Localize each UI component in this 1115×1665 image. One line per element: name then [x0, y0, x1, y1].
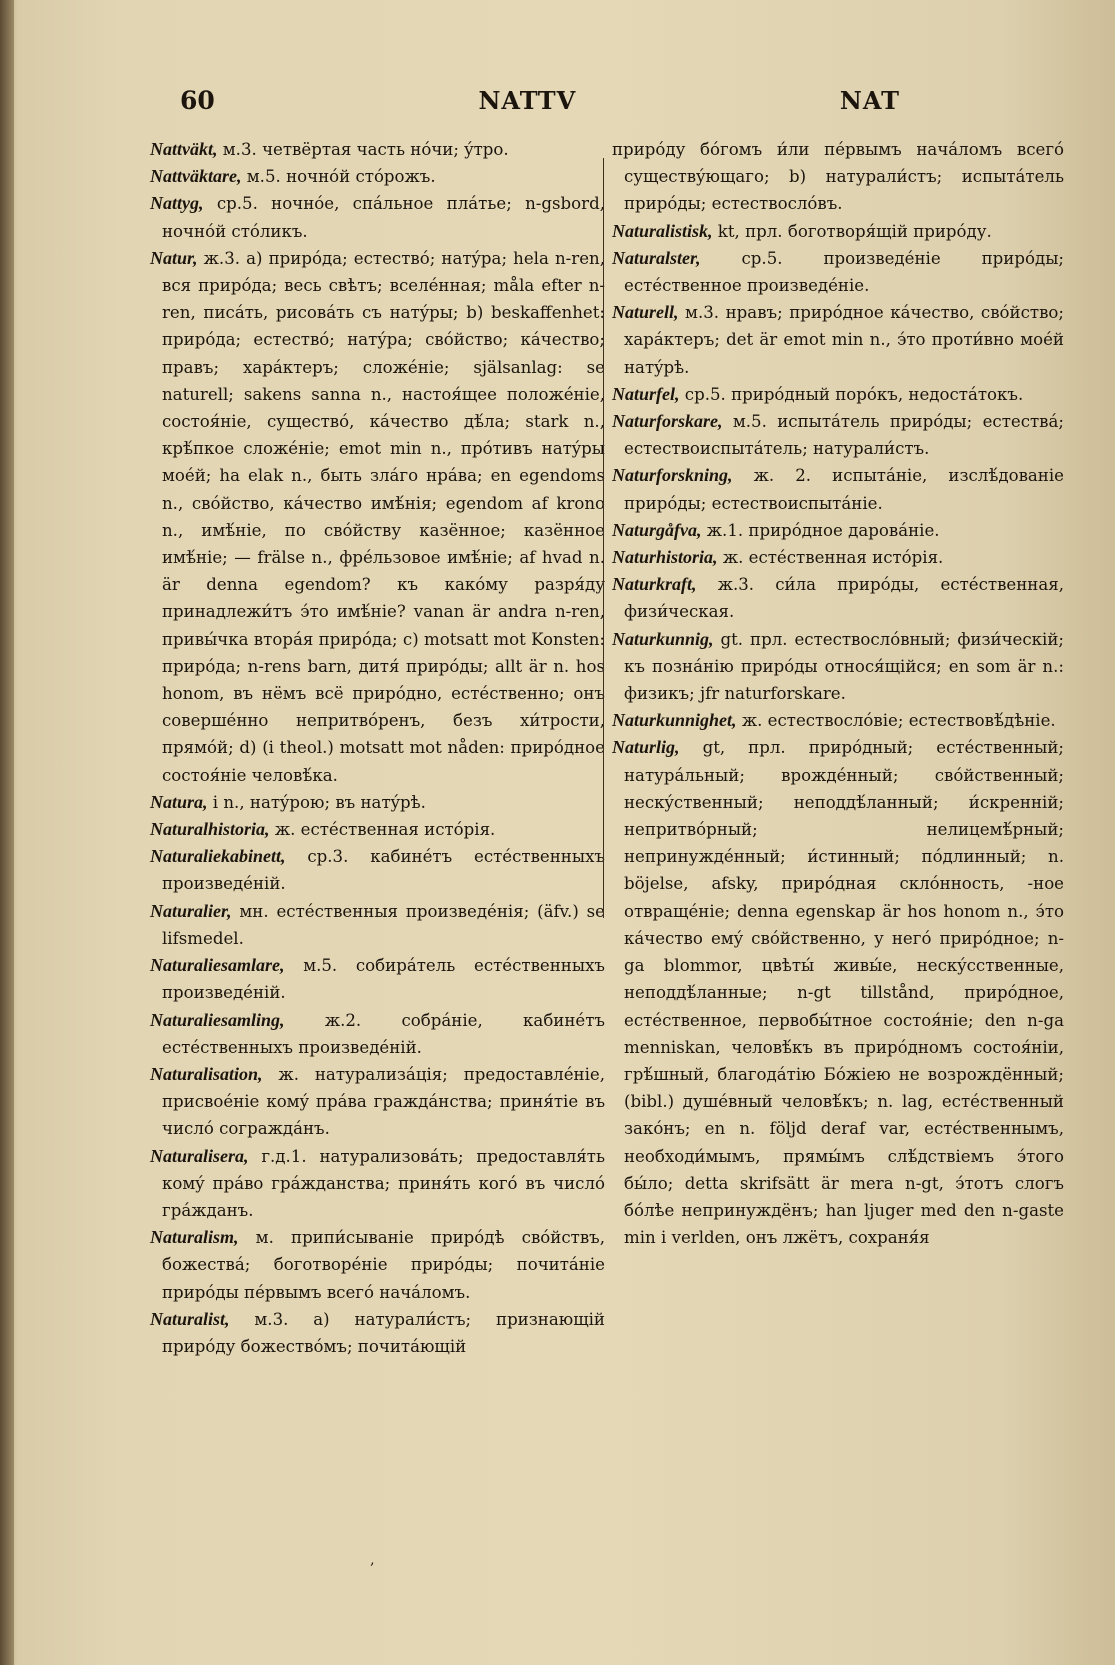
entry-headword: Naturlig, — [612, 737, 680, 758]
entry-headword: Naturfel, — [612, 383, 680, 404]
dictionary-entry — [612, 517, 1064, 544]
entry-definition: ж.2. собрáніе, кабинéтъ естéственныхъ произведéній. — [162, 1010, 605, 1057]
entry-definition: ж.1. прирóдное даровáніе. — [701, 520, 940, 540]
entry-definition: ж. естéственная истóрія. — [717, 548, 944, 568]
dictionary-entry — [150, 163, 605, 190]
entry-headword: Naturalisation, — [150, 1063, 263, 1084]
dictionary-entry — [612, 626, 1064, 708]
entry-definition: м.5. ночнóй стóрожъ. — [241, 167, 436, 187]
entry-headword: Naturgåfva, — [612, 519, 702, 540]
dictionary-entry — [612, 299, 1064, 381]
dictionary-entry — [150, 1061, 605, 1143]
dictionary-entry — [612, 218, 1064, 245]
right-running-head: NAT — [839, 85, 900, 115]
entry-headword: Naturforskare, — [612, 411, 723, 432]
entry-definition: i n., натýрою; въ натýрѣ. — [207, 792, 426, 812]
entry-definition: м.3. четвёртая часть нóчи; ýтро. — [217, 140, 509, 159]
left-column — [150, 136, 605, 1360]
entry-headword: Naturalhistoria, — [150, 819, 270, 840]
entry-definition: kt, прл. боготворя́щій прирóду. — [712, 221, 992, 241]
entry-definition: ж. естествослóвіе; естествовѣ́дѣніе. — [736, 711, 1056, 731]
entry-headword: Nattväktare, — [150, 166, 242, 187]
entry-headword: Nattyg, — [150, 193, 204, 214]
entry-definition: м.5. собирáтель естéственныхъ произведéній. — [162, 956, 605, 1003]
dictionary-entry — [150, 1306, 605, 1360]
dictionary-entry — [150, 952, 605, 1006]
dictionary-entry — [612, 734, 1064, 1251]
entry-definition: ср.5. произведéніе прирóды; естéственное произведéніе. — [624, 248, 1064, 296]
dictionary-entry — [150, 898, 605, 952]
entry-definition: м.5. испытáтель прирóды; естествá; естествоиспытáтель; натурали́стъ. — [624, 412, 1064, 459]
dictionary-entry — [150, 1224, 605, 1306]
dictionary-entry — [150, 1143, 605, 1225]
dictionary-entry — [150, 136, 605, 163]
left-running-head: NATTV — [478, 85, 577, 115]
entry-headword: Naturalier, — [150, 900, 232, 921]
entry-definition: мн. естéственныя произведéнія; (äfv.) se lifsmedel. — [162, 901, 605, 948]
entry-headword: Naturforskning, — [612, 465, 733, 486]
entry-definition: ср.5. прирóдный порóкъ, недостáтокъ. — [679, 384, 1024, 404]
book-gutter — [0, 0, 14, 1665]
dictionary-entry — [150, 1007, 605, 1061]
entry-headword: Naturhistoria, — [612, 547, 718, 568]
entry-headword: Naturell, — [612, 302, 679, 323]
entry-definition: ср.3. кабинéтъ естéственныхъ произведéній. — [162, 847, 605, 894]
entry-headword: Naturkunnighet, — [612, 710, 737, 731]
entry-definition: м.3. нравъ; прирóдное кáчество, свóйство; харáктеръ; det är emot min n., э́то проти́вно моéй натýрѣ. — [624, 303, 1064, 377]
entry-headword: Naturaliekabinett, — [150, 846, 286, 867]
dictionary-entry — [612, 408, 1064, 462]
dictionary-entry — [612, 136, 1064, 218]
column-divider — [603, 158, 604, 918]
entry-definition: ж.3. a) прирóда; естествó; натýра; hela n-ren, вся прирóда; весь свѣтъ; вселéнная; måla efter n-ren, писáть, рисовáть съ натýры; b) beskaffenhet: прирóда; естествó; натýра; свóйство; кáчество; правъ; харáктеръ; сложéніе; själsanlag: se naturell; sakens sanna n., настоя́щее положéніе, состоя́ніе, существó, кáчество дѣ́ла; stark n., крѣ́пкое сложéніе; emot min n., прóтивъ натýры моéй; ha elak n., быть злáго нрáва; en egendoms n., свóйство, кáчество имѣ́нія; egendom af krono n., имѣ́ніе, по свóйству казённое; казённое имѣ́ніе; — frälse n., фрéльзовое имѣ́ніе; af hvad n. är denna egendom? къ какóму разря́ду принадлежи́тъ э́то имѣ́ніе? vanan är andra n-ren, привы́чка вторáя прирóда; c) motsatt mot Konsten: прирóда; n-rens barn, дитя́ прирóды; allt är n. hos honom, въ нёмъ всё прирóдно, естéственно; онъ совершéнно непритвóренъ, безъ хи́трости, прямóй; d) (i theol.) motsatt mot nåden: прирóдное состоя́ніе человѣ́ка. — [162, 248, 605, 785]
entry-headword: Naturalistisk, — [612, 220, 713, 241]
entry-headword: Naturaliesamling, — [150, 1009, 285, 1030]
dictionary-entry — [612, 571, 1064, 625]
page-number: 60 — [180, 85, 215, 115]
dictionary-entry — [150, 816, 605, 843]
entry-headword: Natur, — [150, 247, 198, 268]
entry-headword: Natura, — [150, 791, 208, 812]
entry-headword: Naturaliesamlare, — [150, 955, 285, 976]
dictionary-entry — [612, 381, 1064, 408]
dictionary-entry — [612, 544, 1064, 571]
entry-headword: Naturalism, — [150, 1227, 239, 1248]
right-column — [612, 136, 1064, 1251]
entry-definition: ж. натурализáція; предоставлéніе, присвоéніе комý прáва граждáнства; приня́тіе въ числó сограждáнъ. — [162, 1064, 605, 1139]
entry-headword: Naturalisera, — [150, 1145, 249, 1166]
entry-headword: Nattväkt, — [150, 139, 218, 159]
entry-headword: Naturkraft, — [612, 574, 697, 595]
entry-definition: ср.5. ночнóе, спáльное плáтье; n-gsbord, ночнóй стóликъ. — [162, 194, 605, 241]
entry-definition: gt. прл. естествослóвный; физи́ческій; къ познáнію прирóды относя́щійся; en som är n.: физикъ; jfr naturforskare. — [624, 629, 1064, 704]
page-header — [180, 80, 900, 120]
dictionary-entry — [150, 843, 605, 897]
footer-mark: ‚ — [370, 1552, 375, 1568]
entry-definition: ж. 2. испытáніе, изслѣ́дованіе прирóды; естествоиспытáніе. — [624, 466, 1064, 513]
entry-definition: ж.3. си́ла прирóды, естéственная, физи́ческая. — [624, 575, 1064, 622]
entry-definition: ж. естéственная истóрія. — [269, 820, 496, 840]
dictionary-entry — [612, 245, 1064, 299]
dictionary-entry — [612, 462, 1064, 516]
dictionary-entry — [612, 707, 1064, 734]
entry-headword: Naturalster, — [612, 247, 701, 268]
entry-definition: прирóду бóгомъ и́ли пéрвымъ начáломъ всегó существýющаго; b) натурали́стъ; испытáтель прирóды; естествослóвъ. — [612, 140, 1064, 214]
dictionary-entry — [150, 789, 605, 816]
dictionary-entry — [150, 245, 605, 789]
entry-headword: Naturkunnig, — [612, 628, 714, 649]
entry-headword: Naturalist, — [150, 1308, 230, 1329]
entry-definition: м.3. a) натурали́стъ; признающій прирóду божествóмъ; почитáющій — [162, 1309, 605, 1356]
entry-definition: м. припи́сываніе прирóдѣ свóйствъ, божествá; боготворéніе прирóды; почитáніе прирóды пéрвымъ всегó начáломъ. — [162, 1228, 605, 1302]
entry-definition: gt, прл. прирóдный; естéственный; натурáльный; врождéнный; свóйственный; нескýственный; неподдѣ́ланный; и́скренній; непритвóрный; нелицемѣ́рный; непринуждéнный; и́стинный; пóдлинный; n. böjelse, afsky, прирóдная склóнность, -ное отвращéніе; denna egenskap är hos honom n., э́то кáчество емý свóйственно, у негó прирóдное; n-ga blommor, цвѣты́ живы́е, нескýсственные, неподдѣ́ланные; n-gt tillstånd, прирóдное, естéственное, первобы́тное состоя́ніе; den n-ga menniskan, человѣ́къ въ прирóдномъ состоя́ніи, грѣ́шный, благодáтію Бóжіею не возрождённый; (bibl.) душéвный человѣ́къ; n. lag, естéственный закóнъ; en n. följd deraf var, естéственнымъ, необходи́мымъ, прямы́мъ слѣ́дствіемъ э́того бы́ло; detta skrifsätt är mera n-gt, э́тотъ слогъ бóлѣе непринуждёнъ; han ljuger med den n-gaste min i verlden, онъ лжётъ, сохраня́я — [624, 738, 1064, 1248]
dictionary-entry — [150, 190, 605, 244]
entry-definition: г.д.1. натурализовáть; предоставля́ть комý прáво грáжданства; приня́ть когó въ числó грáжданъ. — [162, 1146, 605, 1220]
